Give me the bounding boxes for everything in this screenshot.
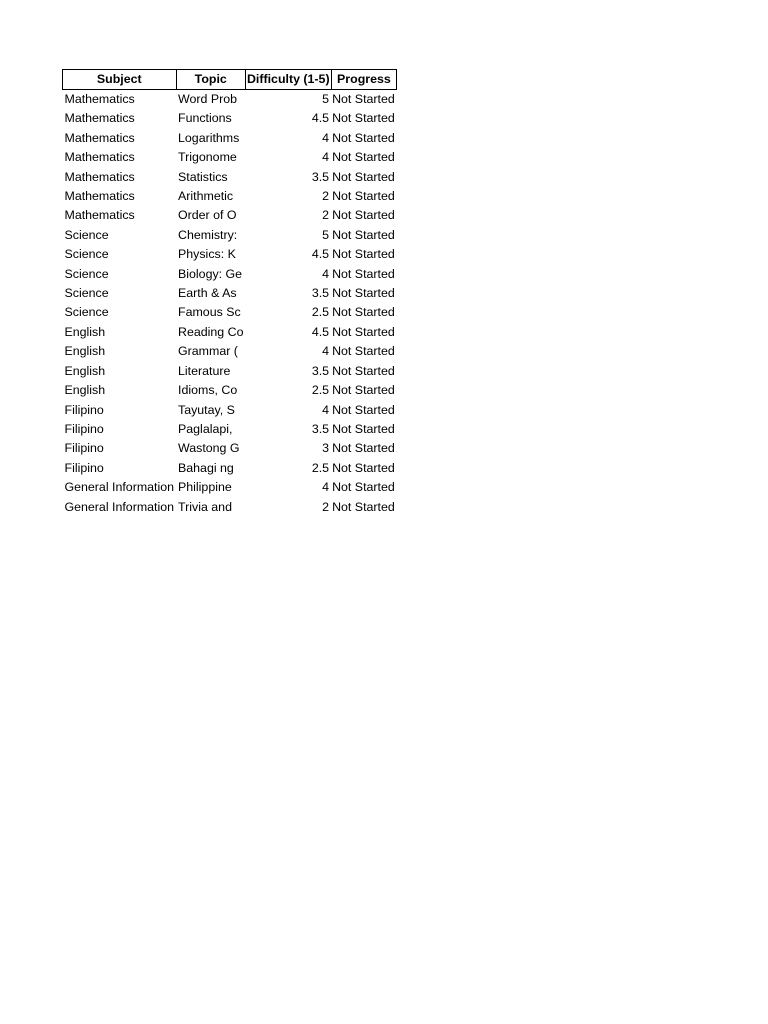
progress-cell[interactable]: Not Started (332, 286, 395, 301)
topic-cell[interactable]: Functions (178, 111, 232, 126)
topic-cell[interactable]: Literature (178, 363, 231, 378)
table-row (63, 342, 397, 361)
topic-cell[interactable]: Word Prob (178, 92, 238, 106)
difficulty-cell[interactable]: 3 (322, 441, 330, 456)
subject-cell[interactable]: Mathematics (64, 92, 135, 106)
table-row (63, 284, 397, 303)
difficulty-cell[interactable]: 2.5 (311, 460, 330, 475)
table-row (63, 245, 397, 264)
subject-cell[interactable]: Filipino (64, 460, 104, 475)
table-row (63, 265, 397, 284)
subject-cell[interactable]: Filipino (64, 421, 104, 436)
header-topic[interactable]: Topic (176, 70, 245, 90)
topic-cell[interactable]: Order of O (178, 208, 237, 223)
table-row (63, 90, 397, 110)
difficulty-cell[interactable]: 3.5 (311, 363, 330, 378)
topic-cell[interactable]: Bahagi ng (178, 460, 234, 475)
table-row (63, 206, 397, 225)
difficulty-cell[interactable]: 3.5 (311, 286, 330, 301)
topic-cell[interactable]: Reading Co (178, 324, 244, 339)
subject-cell[interactable]: Science (64, 305, 109, 320)
difficulty-cell[interactable]: 4 (322, 266, 330, 281)
difficulty-cell[interactable]: 4 (322, 130, 330, 145)
table-body (63, 90, 397, 517)
table-row (63, 420, 397, 439)
difficulty-cell[interactable]: 2.5 (311, 383, 330, 398)
subject-cell[interactable]: Mathematics (64, 208, 135, 223)
progress-cell[interactable]: Not Started (332, 460, 395, 475)
header-subject[interactable]: Subject (63, 70, 177, 90)
table-row (63, 498, 397, 517)
study-table (62, 69, 397, 517)
difficulty-cell[interactable]: 2 (322, 499, 330, 514)
progress-cell[interactable]: Not Started (332, 111, 395, 126)
subject-cell[interactable]: General Information (64, 499, 175, 514)
progress-cell[interactable]: Not Started (332, 402, 395, 417)
subject-cell[interactable]: Mathematics (64, 130, 135, 145)
table-row (63, 478, 397, 497)
progress-cell[interactable]: Not Started (332, 324, 395, 339)
topic-cell[interactable]: Biology: Ge (178, 266, 243, 281)
difficulty-cell[interactable]: 4 (322, 344, 330, 359)
topic-cell[interactable]: Physics: K (178, 247, 236, 262)
topic-cell[interactable]: Trivia and (178, 499, 232, 514)
topic-cell[interactable]: Paglalapi, (178, 421, 233, 436)
progress-cell[interactable]: Not Started (332, 344, 395, 359)
table-row (63, 148, 397, 167)
progress-cell[interactable]: Not Started (332, 169, 395, 184)
progress-cell[interactable]: Not Started (332, 92, 395, 106)
topic-cell[interactable]: Tayutay, S (178, 402, 235, 417)
table-row (63, 323, 397, 342)
table-row (63, 129, 397, 148)
difficulty-cell[interactable]: 5 (322, 92, 330, 106)
progress-cell[interactable]: Not Started (332, 499, 395, 514)
table-row (63, 362, 397, 381)
difficulty-cell[interactable]: 4 (322, 480, 330, 495)
subject-cell[interactable]: English (64, 324, 106, 339)
difficulty-cell[interactable]: 4 (322, 150, 330, 165)
spreadsheet (62, 69, 397, 517)
subject-cell[interactable]: Mathematics (64, 150, 135, 165)
table-row (63, 109, 397, 128)
subject-cell[interactable]: Science (64, 266, 109, 281)
subject-cell[interactable]: Science (64, 227, 109, 242)
subject-cell[interactable]: English (64, 363, 106, 378)
topic-cell[interactable]: Earth & As (178, 286, 237, 301)
progress-cell[interactable]: Not Started (332, 150, 395, 165)
progress-cell[interactable]: Not Started (332, 421, 395, 436)
table-row (63, 226, 397, 245)
difficulty-cell[interactable]: 4.5 (311, 247, 330, 262)
topic-cell[interactable]: Arithmetic (178, 189, 234, 204)
progress-cell[interactable]: Not Started (332, 189, 395, 204)
topic-cell[interactable]: Grammar ( (178, 344, 238, 359)
subject-cell[interactable]: Mathematics (64, 111, 135, 126)
table-row (63, 401, 397, 420)
difficulty-cell[interactable]: 4.5 (311, 111, 330, 126)
progress-cell[interactable]: Not Started (332, 480, 395, 495)
subject-cell[interactable]: General Information (64, 480, 175, 495)
table-row (63, 439, 397, 458)
header-row (63, 70, 397, 90)
topic-cell[interactable]: Chemistry: (178, 227, 238, 242)
table-row (63, 459, 397, 478)
difficulty-cell[interactable]: 2 (322, 189, 330, 204)
difficulty-cell[interactable]: 5 (322, 227, 330, 242)
difficulty-cell[interactable]: 3.5 (311, 421, 330, 436)
progress-cell[interactable]: Not Started (332, 305, 395, 320)
topic-cell[interactable]: Logarithms (178, 130, 240, 145)
topic-cell[interactable]: Famous Sc (178, 305, 241, 320)
table-row (63, 168, 397, 187)
difficulty-cell[interactable]: 4 (322, 402, 330, 417)
difficulty-cell[interactable]: 2 (322, 208, 330, 223)
subject-cell[interactable]: English (64, 344, 106, 359)
header-difficulty-label: Difficulty (1-5) (246, 72, 330, 86)
header-progress[interactable]: Progress (331, 70, 397, 90)
subject-cell[interactable]: English (64, 383, 106, 398)
topic-cell[interactable]: Idioms, Co (178, 383, 238, 398)
table-row (63, 381, 397, 400)
progress-cell[interactable]: Not Started (332, 363, 395, 378)
topic-cell[interactable]: Philippine (178, 480, 232, 495)
subject-cell[interactable]: Mathematics (64, 189, 135, 204)
progress-cell[interactable]: Not Started (332, 247, 395, 262)
progress-cell[interactable]: Not Started (332, 130, 395, 145)
difficulty-cell[interactable]: 3.5 (311, 169, 330, 184)
subject-cell[interactable]: Science (64, 286, 109, 301)
progress-cell[interactable]: Not Started (332, 266, 395, 281)
header-difficulty[interactable] (245, 70, 331, 90)
progress-cell[interactable]: Not Started (332, 383, 395, 398)
subject-cell[interactable]: Science (64, 247, 109, 262)
subject-cell[interactable]: Filipino (64, 441, 104, 456)
table-row (63, 303, 397, 322)
subject-cell[interactable]: Filipino (64, 402, 104, 417)
topic-cell[interactable]: Trigonome (178, 150, 237, 165)
topic-cell[interactable]: Wastong G (178, 441, 240, 456)
table-row (63, 187, 397, 206)
topic-cell[interactable]: Statistics (178, 169, 228, 184)
difficulty-cell[interactable]: 2.5 (311, 305, 330, 320)
progress-cell[interactable]: Not Started (332, 441, 395, 456)
progress-cell[interactable]: Not Started (332, 227, 395, 242)
difficulty-cell[interactable]: 4.5 (311, 324, 330, 339)
subject-cell[interactable]: Mathematics (64, 169, 135, 184)
progress-cell[interactable]: Not Started (332, 208, 395, 223)
